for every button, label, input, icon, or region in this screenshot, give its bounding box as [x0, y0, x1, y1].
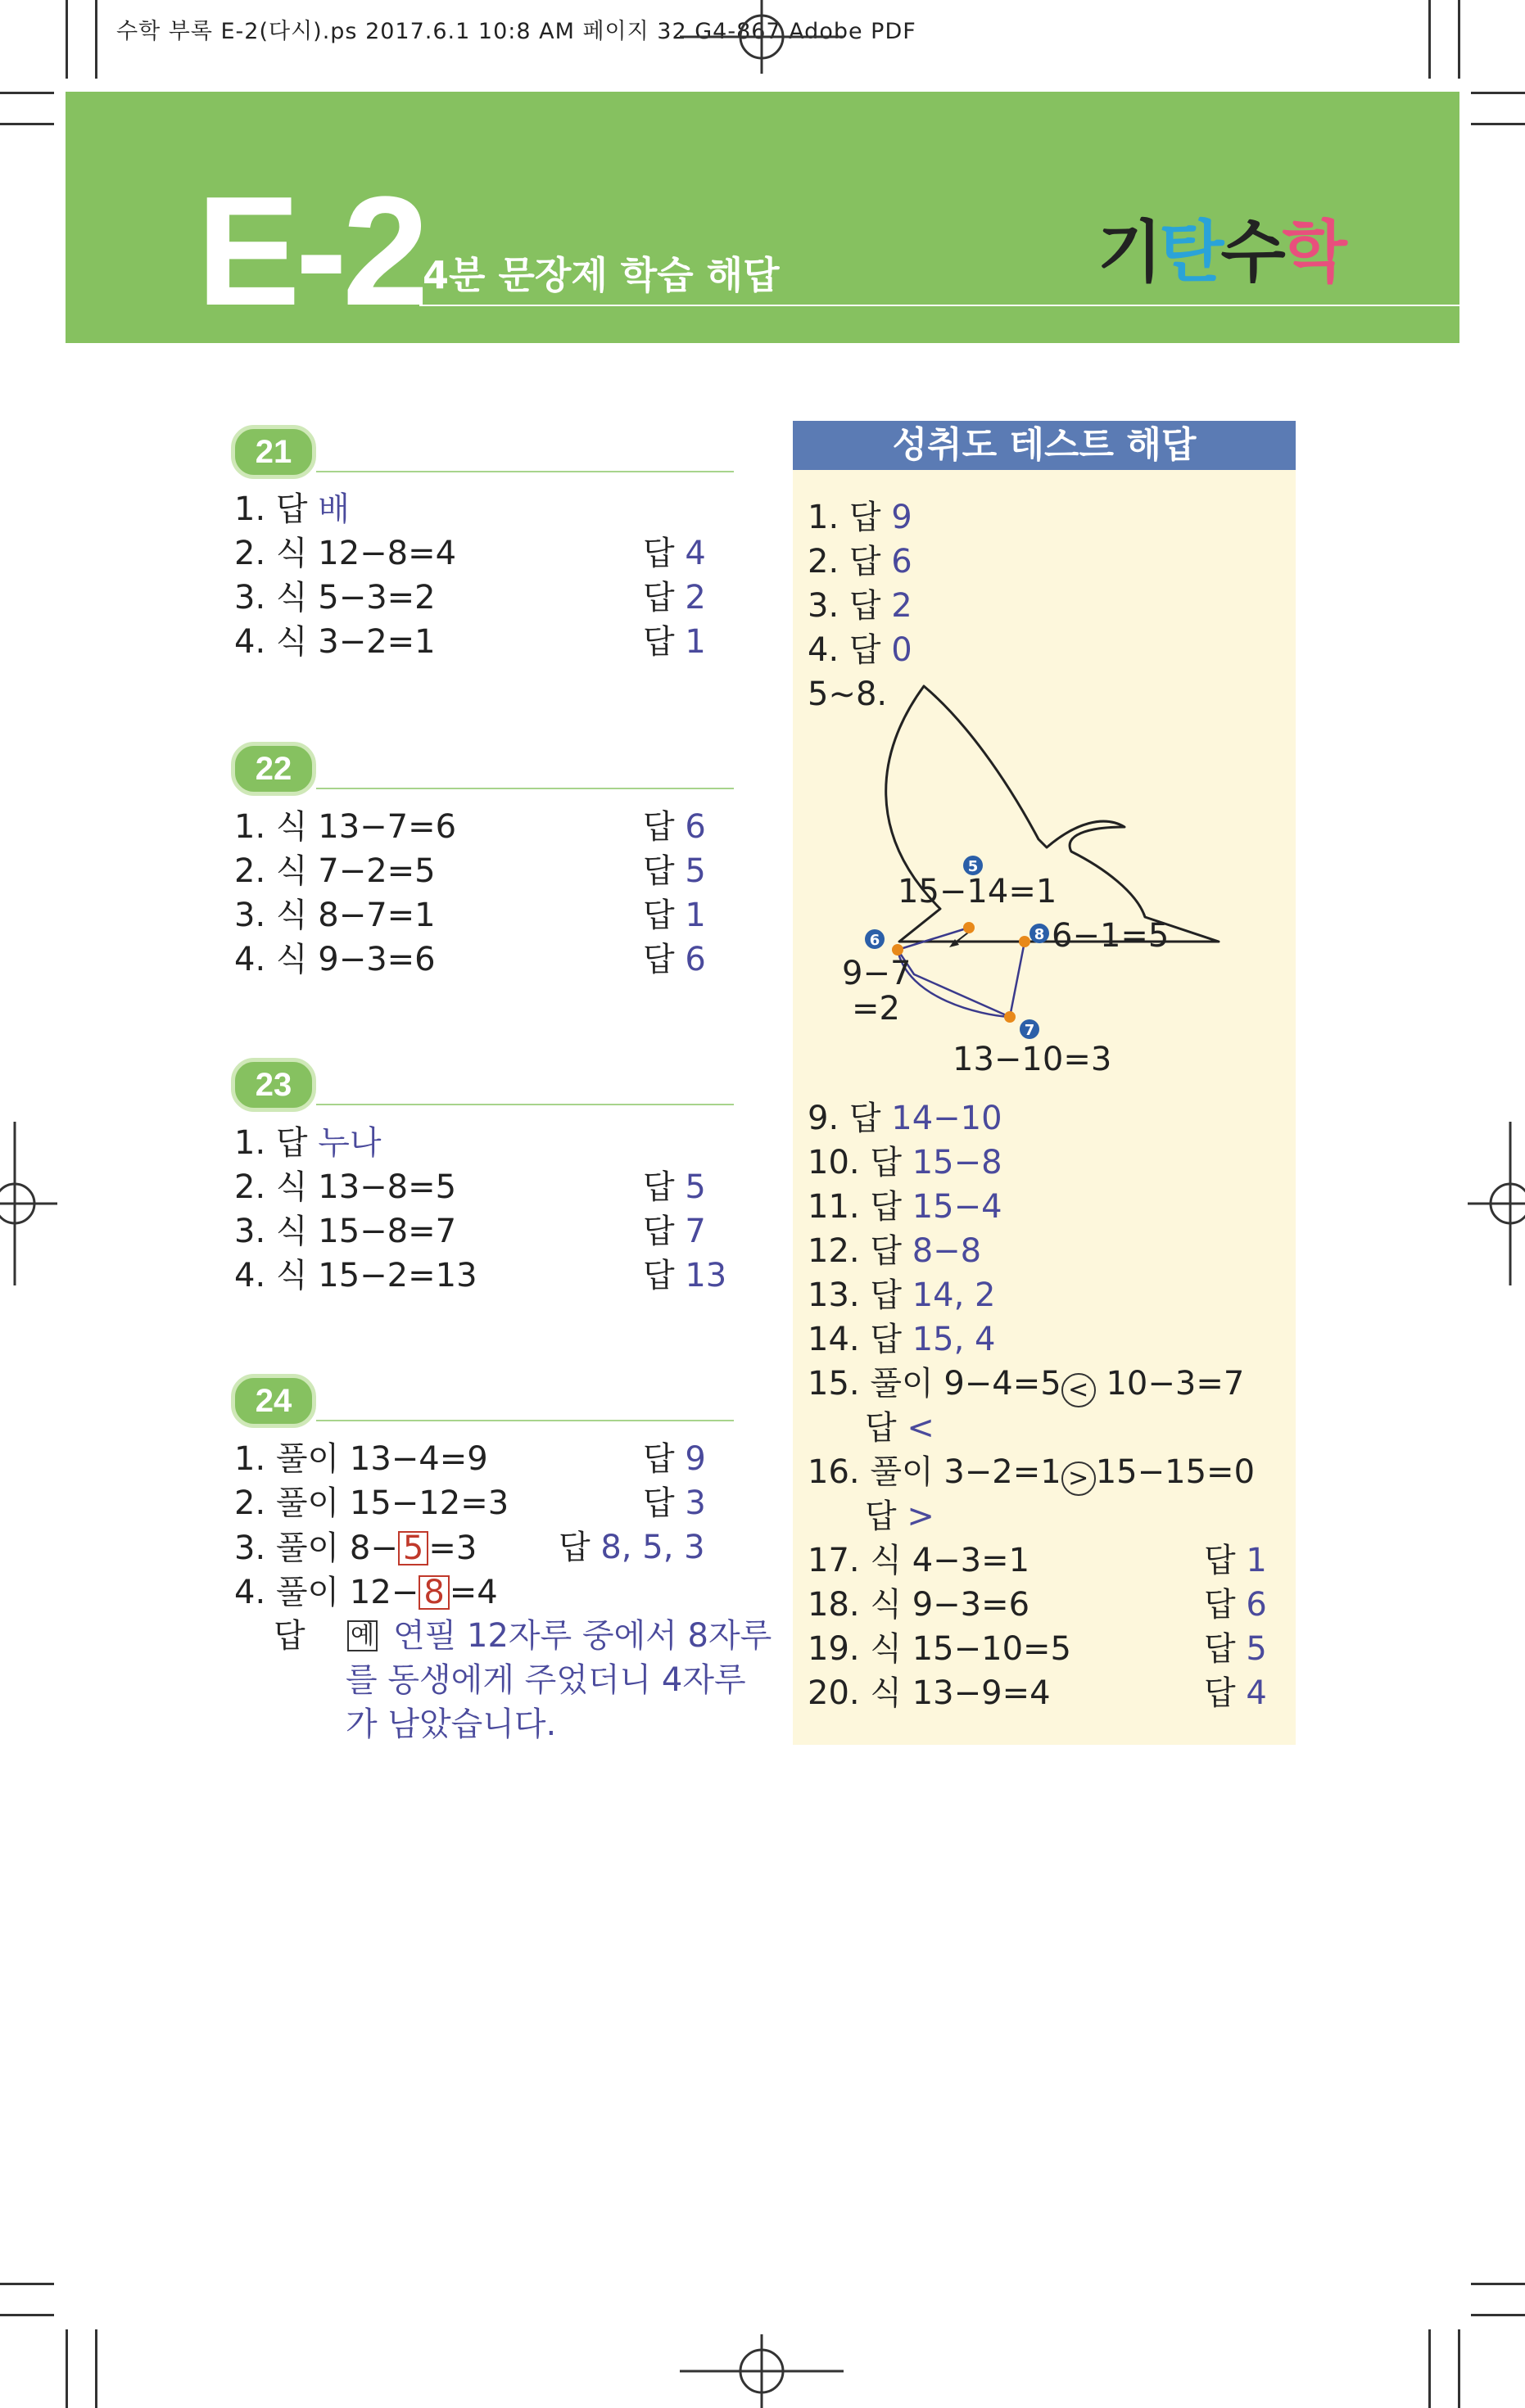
row-number: 3. [234, 897, 266, 934]
answer-cell [643, 808, 706, 846]
row-answer: 배 [318, 490, 350, 528]
eq-6-line1: 9−7 [842, 955, 912, 992]
crop-mark [95, 0, 97, 79]
row-number: 2. [808, 543, 839, 581]
row-number: 3. [234, 1213, 266, 1250]
row-expression: 12−8=4 [318, 535, 457, 572]
answer-label: 답 [870, 1188, 902, 1226]
row-answer: 15−8 [912, 1144, 1002, 1181]
boxed-answer: 5 [398, 1531, 428, 1565]
row-number: 1. [234, 808, 266, 846]
row-expression [350, 1529, 477, 1567]
row-answer: 1 [685, 623, 706, 661]
brand-logo [1097, 214, 1344, 291]
row-number: 2. [234, 1168, 266, 1206]
row-expression: 5−3=2 [318, 579, 436, 617]
row-answer: 13 [685, 1257, 727, 1294]
row-expression: 9−3=6 [318, 941, 436, 978]
answer-row [234, 1484, 509, 1522]
crop-mark [0, 92, 54, 94]
answer-label: 답 [643, 1213, 675, 1250]
row-expression: 15−12=3 [349, 1484, 509, 1522]
boxed-answer: 8 [419, 1575, 449, 1610]
row-kind: 풀이 [275, 1484, 340, 1522]
final-answer-line: 가 남았습니다. [346, 1705, 557, 1743]
answer-cell [1204, 1586, 1267, 1624]
answer-label: 답 [848, 631, 881, 669]
final-answer-label: 답 [274, 1617, 305, 1655]
row-number: 16. [808, 1453, 860, 1491]
answer-label: 답 [848, 1100, 881, 1137]
row-answer: 5 [1246, 1630, 1267, 1668]
answer-row [234, 808, 457, 846]
row-kind: 풀이 [275, 1574, 340, 1611]
row-expression: 13−8=5 [318, 1168, 457, 1206]
answer-cell [559, 1531, 705, 1564]
answer-label: 답 [643, 623, 675, 661]
achievement-row [808, 1630, 1071, 1668]
crop-mark [0, 2283, 54, 2285]
row-kind: 식 [870, 1674, 902, 1712]
logo-char: 수 [1220, 214, 1283, 291]
row-answer: 9 [891, 499, 912, 536]
row-kind: 식 [275, 897, 308, 934]
achievement-row [808, 1674, 1051, 1712]
example-icon: 예 [347, 1620, 378, 1651]
section-badge: 24 [231, 1374, 316, 1428]
compare-sign-circle: > [1061, 1462, 1096, 1496]
row-kind: 풀이 [275, 1529, 340, 1567]
row-expression: 13−4=9 [349, 1440, 488, 1478]
row-expression: 13−7=6 [318, 808, 457, 846]
answer-cell [643, 943, 706, 976]
answer-row [234, 1531, 477, 1565]
bird-diagram [793, 671, 1296, 1081]
row-expression: 15−8=7 [318, 1213, 457, 1250]
row-number: 1. [808, 499, 839, 536]
eq-8: 6−1=5 [1052, 917, 1170, 955]
answer-label: 답 [848, 543, 881, 581]
row-kind: 풀이 [870, 1365, 934, 1403]
achievement-row [808, 1544, 1029, 1577]
answer-row [234, 1124, 382, 1162]
compare-left: 3−2=1 [944, 1453, 1061, 1491]
registration-mark-top [680, 0, 844, 74]
node-dot [892, 944, 903, 956]
row-number: 4. [234, 1574, 266, 1611]
answer-row [234, 623, 436, 661]
row-answer: 15, 4 [912, 1321, 996, 1358]
crop-mark [1471, 2314, 1525, 2316]
row-number: 3. [808, 587, 839, 625]
answer-label: 답 [643, 941, 675, 978]
row-kind: 식 [275, 1213, 308, 1250]
answer-cell [1204, 1630, 1267, 1668]
row-number: 4. [234, 941, 266, 978]
crop-mark [1471, 2283, 1525, 2285]
range-label: 5∼8. [808, 675, 888, 713]
row-number: 4. [808, 631, 839, 669]
row-expression: 3−2=1 [318, 623, 436, 661]
row-number: 3. [234, 1529, 266, 1567]
compare-right: 10−3=7 [1106, 1365, 1245, 1403]
eq-6-line2: =2 [852, 990, 900, 1028]
row-number: 2. [234, 1484, 266, 1522]
row-number: 18. [808, 1586, 860, 1624]
row-number: 14. [808, 1321, 860, 1358]
achievement-row [808, 587, 912, 625]
section-badge: 22 [231, 742, 316, 796]
section-divider [316, 471, 734, 472]
row-kind: 식 [275, 1168, 308, 1206]
row-number: 15. [808, 1365, 860, 1403]
compare-sign-circle: < [1061, 1373, 1096, 1407]
answer-cell [643, 1168, 706, 1206]
answer-label: 답 [1204, 1674, 1236, 1712]
row-number: 2. [234, 535, 266, 572]
expr-part: 12− [349, 1574, 419, 1611]
row-kind: 식 [275, 535, 308, 572]
row-expression [350, 1574, 498, 1611]
registration-mark-bottom [680, 2334, 844, 2408]
answer-label: 답 [643, 897, 675, 934]
row-kind: 식 [275, 808, 308, 846]
answer-label: 답 [643, 808, 675, 846]
compare-left: 9−4=5 [944, 1365, 1061, 1403]
row-answer: 8−8 [912, 1232, 982, 1270]
answer-label: 답 [1204, 1630, 1236, 1668]
row-answer: 14−10 [891, 1100, 1002, 1137]
registration-mark-right [1468, 1122, 1525, 1285]
registration-mark-left [0, 1122, 57, 1285]
answer-label: 답 [865, 1409, 897, 1447]
node-dot [963, 922, 975, 933]
row-kind: 식 [870, 1586, 902, 1624]
answer-label: 답 [848, 587, 881, 625]
row-number: 11. [808, 1188, 860, 1226]
row-kind: 답 [275, 490, 308, 528]
crop-mark [1458, 2329, 1460, 2408]
answer-label: 답 [643, 1484, 675, 1522]
row-expression: 15−2=13 [318, 1257, 477, 1294]
row-number: 1. [234, 1124, 266, 1162]
row-kind: 식 [275, 852, 308, 890]
row-answer: < [907, 1409, 934, 1447]
row-kind: 식 [870, 1630, 902, 1668]
crop-mark [66, 2329, 68, 2408]
achievement-row [865, 1409, 934, 1447]
answer-row [234, 1168, 457, 1206]
row-kind: 식 [275, 623, 308, 661]
row-expression: 9−3=6 [912, 1586, 1030, 1624]
row-number: 19. [808, 1630, 860, 1668]
answer-label: 답 [865, 1498, 897, 1535]
node-dot [1004, 1011, 1016, 1023]
achievement-row [808, 543, 912, 581]
row-number: 3. [234, 579, 266, 617]
answer-label: 답 [643, 579, 675, 617]
achievement-row [808, 1102, 1002, 1135]
eq-5: 15−14=1 [898, 873, 1057, 910]
row-kind: 풀이 [275, 1440, 340, 1478]
answer-label: 답 [870, 1144, 902, 1181]
row-answer: 4 [1246, 1674, 1267, 1712]
achievement-row [808, 1146, 1002, 1179]
row-kind: 식 [870, 1542, 902, 1579]
row-kind: 답 [275, 1124, 308, 1162]
row-number: 9. [808, 1100, 839, 1137]
logo-char: 기 [1097, 214, 1160, 291]
row-expression: 13−9=4 [912, 1674, 1051, 1712]
answer-label: 답 [643, 1440, 675, 1478]
row-answer: 8, 5, 3 [600, 1529, 705, 1566]
crop-mark [0, 123, 54, 125]
answer-row [234, 1215, 456, 1248]
answer-label: 답 [643, 1168, 675, 1206]
row-answer: 5 [685, 1168, 706, 1206]
crop-mark [1428, 0, 1431, 79]
answer-label: 답 [848, 499, 881, 536]
row-kind: 풀이 [870, 1453, 934, 1491]
answer-row [234, 1440, 488, 1478]
answer-cell [1204, 1674, 1267, 1712]
answer-row [234, 899, 436, 932]
answer-label: 답 [559, 1529, 591, 1566]
answer-cell [643, 623, 706, 661]
row-answer: 0 [891, 631, 912, 669]
crop-mark [1471, 123, 1525, 125]
marker-6: 6 [869, 932, 880, 949]
row-number: 1. [234, 1440, 266, 1478]
logo-char: 탄 [1159, 214, 1221, 291]
row-answer: 2 [891, 587, 912, 625]
row-answer: 9 [685, 1440, 706, 1478]
expr-part: =4 [449, 1574, 498, 1611]
example-mark [347, 1620, 378, 1652]
marker-7: 7 [1024, 1022, 1035, 1039]
row-expression: 15−10=5 [912, 1630, 1071, 1668]
achievement-row [808, 501, 912, 534]
row-number: 20. [808, 1674, 860, 1712]
row-answer: > [907, 1498, 934, 1535]
expr-part: =3 [428, 1529, 477, 1567]
row-answer: 6 [1246, 1586, 1267, 1624]
crop-mark [95, 2329, 97, 2408]
row-answer: 4 [685, 535, 706, 572]
section-badge: 21 [231, 425, 316, 479]
answer-label: 답 [1204, 1586, 1236, 1624]
answer-cell [643, 1259, 726, 1292]
logo-char: 학 [1282, 214, 1344, 291]
achievement-row [808, 1188, 1002, 1226]
node-dot [1019, 936, 1030, 947]
row-answer: 3 [685, 1484, 706, 1522]
achievement-row [808, 1232, 982, 1270]
header-subtitle: 4분 문장제 학습 해답 [423, 253, 780, 297]
row-answer: 5 [685, 852, 706, 890]
answer-row [234, 943, 436, 976]
row-expression: 4−3=1 [912, 1542, 1030, 1579]
row-answer: 6 [891, 543, 912, 581]
answer-row [234, 1259, 477, 1292]
section-divider [316, 788, 734, 789]
answer-row [234, 537, 456, 570]
achievement-row [808, 1586, 1030, 1624]
crop-mark [1458, 0, 1460, 79]
row-kind: 식 [275, 941, 308, 978]
marker-5: 5 [967, 858, 979, 875]
crop-mark [66, 0, 68, 79]
row-answer: 7 [685, 1213, 706, 1250]
crop-mark [1428, 2329, 1431, 2408]
row-kind: 식 [275, 1257, 308, 1294]
section-divider [316, 1420, 734, 1421]
answer-cell [643, 1215, 706, 1248]
row-answer: 6 [685, 808, 706, 846]
achievement-row [808, 1276, 996, 1314]
answer-row [234, 579, 436, 617]
achievement-title: 성취도 테스트 해답 [793, 421, 1296, 470]
achievement-row [808, 631, 912, 669]
achievement-row [808, 1453, 1256, 1496]
marker-8: 8 [1034, 926, 1045, 943]
answer-label: 답 [870, 1232, 902, 1270]
header-underline [419, 305, 1459, 306]
row-answer: 1 [685, 897, 706, 934]
row-answer: 누나 [318, 1124, 382, 1162]
compare-right: 15−15=0 [1095, 1453, 1256, 1491]
crop-mark [1471, 92, 1525, 94]
row-answer: 2 [685, 579, 706, 617]
answer-row [234, 490, 350, 528]
section-badge: 23 [231, 1058, 316, 1112]
answer-label: 답 [643, 1257, 675, 1294]
row-answer: 1 [1246, 1542, 1267, 1579]
answer-cell [643, 537, 706, 570]
book-code: E-2 [197, 165, 424, 338]
row-answer: 6 [685, 941, 706, 978]
answer-row [234, 852, 436, 890]
print-info: 수학 부록 E-2(다시).ps 2017.6.1 10:8 AM 페이지 32 G4-867 Adobe PDF [116, 19, 916, 44]
eq-7: 13−10=3 [953, 1041, 1112, 1078]
expr-part: 8− [349, 1529, 398, 1567]
row-answer: 14, 2 [912, 1276, 996, 1314]
section-divider [316, 1104, 734, 1105]
achievement-row [808, 1367, 1244, 1407]
achievement-row [865, 1500, 934, 1533]
row-number: 13. [808, 1276, 860, 1314]
row-number: 4. [234, 1257, 266, 1294]
answer-cell [643, 899, 706, 932]
answer-label: 답 [870, 1321, 902, 1358]
answer-label: 답 [1204, 1542, 1236, 1579]
row-number: 10. [808, 1144, 860, 1181]
answer-cell [643, 579, 706, 617]
row-expression: 8−7=1 [318, 897, 436, 934]
answer-cell [643, 1440, 706, 1478]
answer-cell [643, 852, 706, 890]
answer-label: 답 [643, 852, 675, 890]
final-answer-line: 연필 12자루 중에서 8자루 [393, 1617, 772, 1655]
answer-row [234, 1575, 498, 1610]
row-number: 12. [808, 1232, 860, 1270]
answer-label: 답 [870, 1276, 902, 1314]
answer-cell [643, 1484, 706, 1522]
row-number: 17. [808, 1542, 860, 1579]
crop-mark [0, 2314, 54, 2316]
achievement-row [808, 1323, 995, 1356]
row-number: 4. [234, 623, 266, 661]
final-answer-line: 를 동생에게 주었더니 4자루 [346, 1661, 746, 1699]
row-kind: 식 [275, 579, 308, 617]
row-number: 1. [234, 490, 266, 528]
answer-cell [1204, 1544, 1267, 1577]
row-expression: 7−2=5 [318, 852, 436, 890]
answer-label: 답 [643, 535, 675, 572]
row-number: 2. [234, 852, 266, 890]
row-answer: 15−4 [912, 1188, 1002, 1226]
